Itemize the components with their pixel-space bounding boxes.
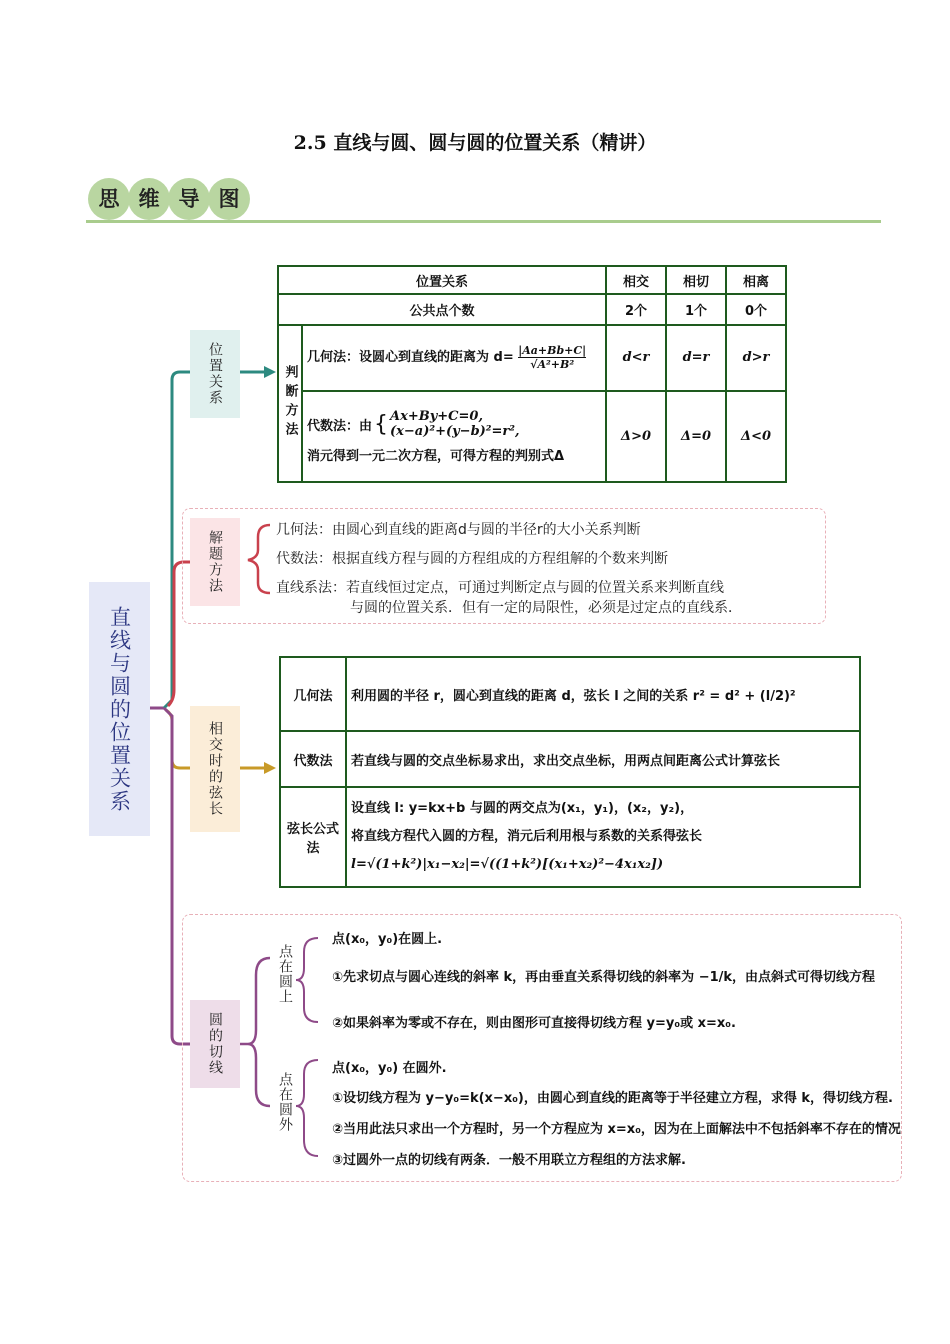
tangent-line: 点(x₀，y₀) 在圆外. [332,1061,447,1076]
left-brace-icon: { [374,411,389,437]
distance-fraction [518,344,586,371]
table-header: 相离 [726,266,786,294]
banner-char: 维 [128,178,170,220]
table-cell: 若直线与圆的交点坐标易求出，求出交点坐标，用两点间距离公式计算弦长 [346,731,860,787]
on-circle-label: 点在圆上 [277,944,293,1004]
table-cell: d<r [606,325,666,392]
method-line: 几何法：由圆心到直线的距离d与圆的半径r的大小关系判断 [276,522,641,538]
table-header: 相交 [606,266,666,294]
table-header: 相切 [666,266,726,294]
tangent-line: ①先求切点与圆心连线的斜率 k，再由垂直关系得切线的斜率为 −1/k，由点斜式可得切线方程 [332,970,876,985]
table-cell: 1个 [666,294,726,324]
alg-method-suffix: 消元得到一元二次方程，可得方程的判别式Δ [307,449,565,465]
method-line: 直线系法：若直线恒过定点，可通过判断定点与圆的位置关系来判断直线 [276,580,724,596]
alg-equation: (x−a)²+(y−b)²=r², [390,424,520,440]
table-cell: d=r [666,325,726,392]
table-cell: 0个 [726,294,786,324]
method-line: 与圆的位置关系．但有一定的局限性，必须是过定点的直线系． [350,600,742,616]
tangent-line: 点(x₀，y₀)在圆上. [332,932,443,947]
tangent-line: ①设切线方程为 y−y₀=k(x−x₀)，由圆心到直线的距离等于半径建立方程，求得 k，得切线方程. [332,1091,893,1106]
tangent-line: ②如果斜率为零或不存在，则由图形可直接得切线方程 y=y₀或 x=x₀. [332,1016,736,1031]
table-header: 弦长公式法 [280,787,346,887]
table-cell: 2个 [606,294,666,324]
method-line: 代数法：根据直线方程与圆的方程组成的方程组解的个数来判断 [276,551,668,567]
position-table [277,265,787,483]
branch-position-label: 位置关系 [190,330,240,418]
table-cell-line: 设直线 l: y=kx+b 与圆的两交点为(x₁，y₁)，(x₂，y₂)， [351,801,694,816]
table-header: 几何法 [280,657,346,731]
alg-equation: Ax+By+C=0, [390,409,483,425]
branch-method-label: 解题方法 [190,518,240,606]
outside-circle-label: 点在圆外 [277,1072,293,1132]
page-title: 2.5 直线与圆、圆与圆的位置关系（精讲） [293,132,657,154]
geo-method-text: 几何法：设圆心到直线的距离为 d= [307,350,514,366]
table-header: 代数法 [280,731,346,787]
root-node: 直线与圆的位置关系 [89,582,150,836]
table-cell: Δ=0 [666,391,726,482]
table-cell-line: l=√(1+k²)|x₁−x₂|=√((1+k²)[(x₁+x₂)²−4x₁x₂]) [351,857,664,872]
table-cell: 利用圆的半径 r，圆心到直线的距离 d，弦长 l 之间的关系 r² = d² + (l/2)² [346,657,860,731]
table-cell: Δ<0 [726,391,786,482]
table-header: 位置关系 [278,266,606,294]
tangent-line: ③过圆外一点的切线有两条．一般不用联立方程组的方法求解. [332,1153,686,1168]
banner-char: 思 [88,178,130,220]
alg-method-prefix: 代数法：由 [307,418,373,434]
fraction-denominator: √A²+B² [530,358,575,372]
table-cell: 公共点个数 [278,294,606,324]
banner-char: 图 [208,178,250,220]
banner-char: 导 [168,178,210,220]
branch-chord-label: 相交时的弦长 [190,706,240,832]
branch-tangent-label: 圆的切线 [190,1000,240,1088]
chord-table [279,656,861,888]
tangent-line: ②当用此法只求出一个方程时，另一个方程应为 x=x₀，因为在上面解法中不包括斜率不存在的情况 [332,1122,901,1137]
fraction-numerator: |Aa+Bb+C| [518,344,587,358]
table-cell: d>r [726,325,786,392]
table-cell-line: 将直线方程代入圆的方程，消元后利用根与系数的关系得弦长 [351,829,703,844]
table-cell: Δ>0 [606,391,666,482]
judge-method-label: 判断方法 [282,365,298,442]
